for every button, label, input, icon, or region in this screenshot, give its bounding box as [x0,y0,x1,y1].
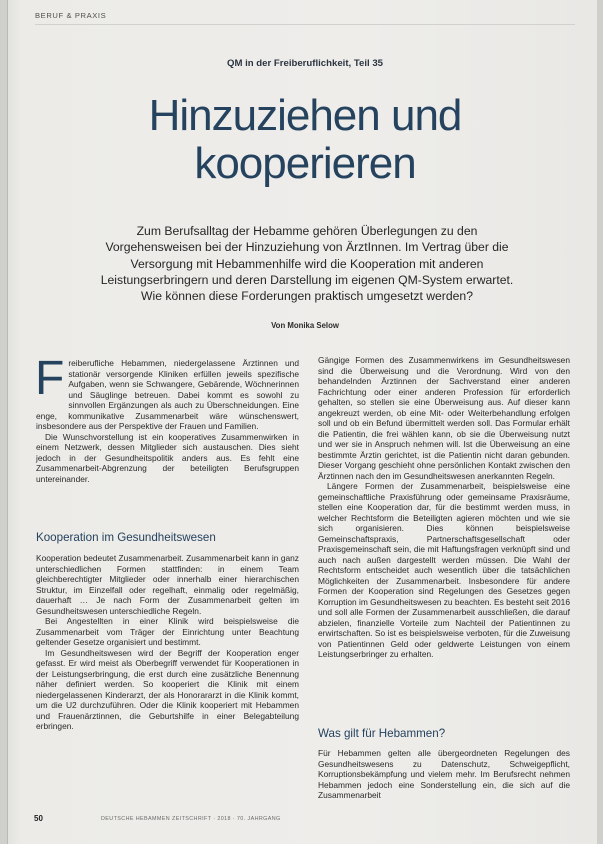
body-paragraph: Kooperation bedeutet Zusammenarbeit. Zusammenarbeit kann in ganz unterschiedlichen Formen stattfinden: in einem Team gleichberechtigter Mitglieder oder innerhalb einer hierarchischen Struktur, im Einzelfall oder regelhaft, einmalig oder regelmäßig, dauerhaft … Je nach Form der Zusammenarbeit gelten im Gesundheitswesen unterschiedliche Regeln. [36,553,299,616]
footer-text: DEUTSCHE HEBAMMEN ZEITSCHRIFT · 2018 · 70. JAHRGANG [101,816,281,822]
drop-cap: F [35,352,65,405]
body-paragraph: Gängige Formen des Zusammenwirkens im Gesundheitswesen sind die Überweisung und die Verordnung. Wird von den behandelnden Ärztinnen der Sachverstand einer anderen Fachrichtung oder einer anderen Profession für erforderlich gehalten, so stellen sie eine Überweisung aus. Auf dieser kann angekreuzt werden, ob eine Mit- oder Weiterbehandlung erfolgen soll und ob ein Befund übermittelt werden soll. Das Formular erhält die Patientin, die frei wählen kann, ob sie die Überweisung nutzt und wer sie in Anspruch nehmen will. Ist die Überweisung an eine bestimmte Ärztin gerichtet, ist die Patientin nicht daran gebunden. Dieser Vorgang geschieht ohne persönlichen Kontakt zwischen den Ärztinnen nach den im Gesundheitswesen anerkannten Regeln. [318,355,570,481]
series-subheading: QM in der Freiberuflichkeit, Teil 35 [226,58,384,69]
left-column-intro [35,352,299,484]
lead-paragraph: Zum Berufsalltag der Hebamme gehören Überlegungen zu den Vorgehensweisen bei der Hinzuziehung von ÄrztInnen. Im Vertrag über die Versorgung mit Hebammenhilfe wird die Kooperation mit anderen Leistungserbringern und deren Darstellung im eigenen QM-System erwartet. Wie können diese Forderungen praktisch umgesetzt werden? [100,224,514,304]
article-title-line-2: kooperieren [194,139,416,188]
body-paragraph: Im Gesundheitswesen wird der Begriff der Kooperation enger gefasst. Er wird meist als Oberbegriff verwendet für Kooperationen in der Leistungserbringung, die erst durch eine zusätzliche Benennung näher definiert werden. So kooperiert die Klinik mit einem niedergelassenen Kinderarzt, der als Honorararzt in die Klinik kommt, um die U2 durchzuführen. Oder die Klinik kooperiert mit Hebammen und Frauenärztinnen, die Geburtshilfe in einer Belegabteilung erbringen. [36,647,299,731]
body-paragraph: reiberufliche Hebammen, niedergelassene Ärztinnen und stationär versorgende Kliniken erfüllen jeweils spezifische Aufgaben, wenn sie Schwangere, Gebärende, Wöchnerinnen und Säuglinge betreuen. Dabei kommt es sowohl zu sinnvollen Ergänzungen als auch zu Überschneidungen. Eine enge, kommunikative Zusammenarbeit wäre wünschenswert, insbesondere aus der Perspektive der Frauen und Familien. [36,358,299,431]
body-paragraph: Längere Formen der Zusammenarbeit, beispielsweise eine gemeinschaftliche Praxisführung oder gemeinsame Praxisräume, stellen eine Kooperation dar, für die bestimmt werden muss, in welcher Rechtsform die Beteiligten agieren möchten und wie sie sich organisieren. Dies können beispielsweise Gemeinschaftspraxis, Partnerschaftsgesellschaft oder Praxisgemeinschaft sein, die mit Haftungsfragen verknüpft sind und auch nach außen dargestellt werden müssen. Die Wahl der Rechtsform entscheidet auch wesentlich über die tatsächlichen Möglichkeiten der Zusammenarbeit. Insbesondere für andere Formen der Kooperation sind Regelungen des Gesetzes gegen Korruption im Gesundheitswesen zu beachten. Es besteht seit 2016 und soll alle Formen der Zusammenarbeit ausschließen, die darauf abzielen, finanzielle Vorteile zum Nachteil der Patientinnen zu erwirtschaften. So ist es beispielsweise verboten, für die Zuweisung von Patientinnen Geld oder geldwerte Leistungen von einem Leistungserbringer zu erhalten. [318,481,570,659]
page-number: 50 [34,814,43,823]
section-heading-hebammen: Was gilt für Hebammen? [318,727,446,740]
magazine-page [7,0,597,844]
body-paragraph: Die Wunschvorstellung ist ein kooperatives Zusammenwirken in einem Netzwerk, dessen Mitglieder sich austauschen. Dies sieht jedoch in der Gesundheitspolitik anders aus. Es fehlt eine Zusammenarbeit-Abgrenzung der beteiligten Berufsgruppen untereinander. [36,431,299,484]
body-paragraph: Bei Angestellten in einer Klinik wird beispielsweise die Zusammenarbeit vom Träger der Einrichtung unter Beachtung geltender Gesetze organisiert und bestimmt. [36,616,299,647]
article-title [7,92,603,188]
right-column-body [318,355,570,660]
section-heading-kooperation: Kooperation im Gesundheitswesen [36,531,216,544]
section-label: BERUF & PRAXIS [35,11,107,20]
left-column-body [36,553,299,732]
right-column-continuation [318,748,570,801]
article-title-line-1: Hinzuziehen und [148,91,462,140]
header-rule [35,24,575,25]
body-paragraph: Für Hebammen gelten alle übergeordneten Regelungen des Gesundheitswesens zu Datenschutz, Schweigepflicht, Korruptionsbekämpfung und vielem mehr. Im Berufsrecht nehmen Hebammen jedoch eine Sonderstellung ein, die sich auf die Zusammenarbeit [318,748,570,800]
byline: Von Monika Selow [271,321,339,330]
